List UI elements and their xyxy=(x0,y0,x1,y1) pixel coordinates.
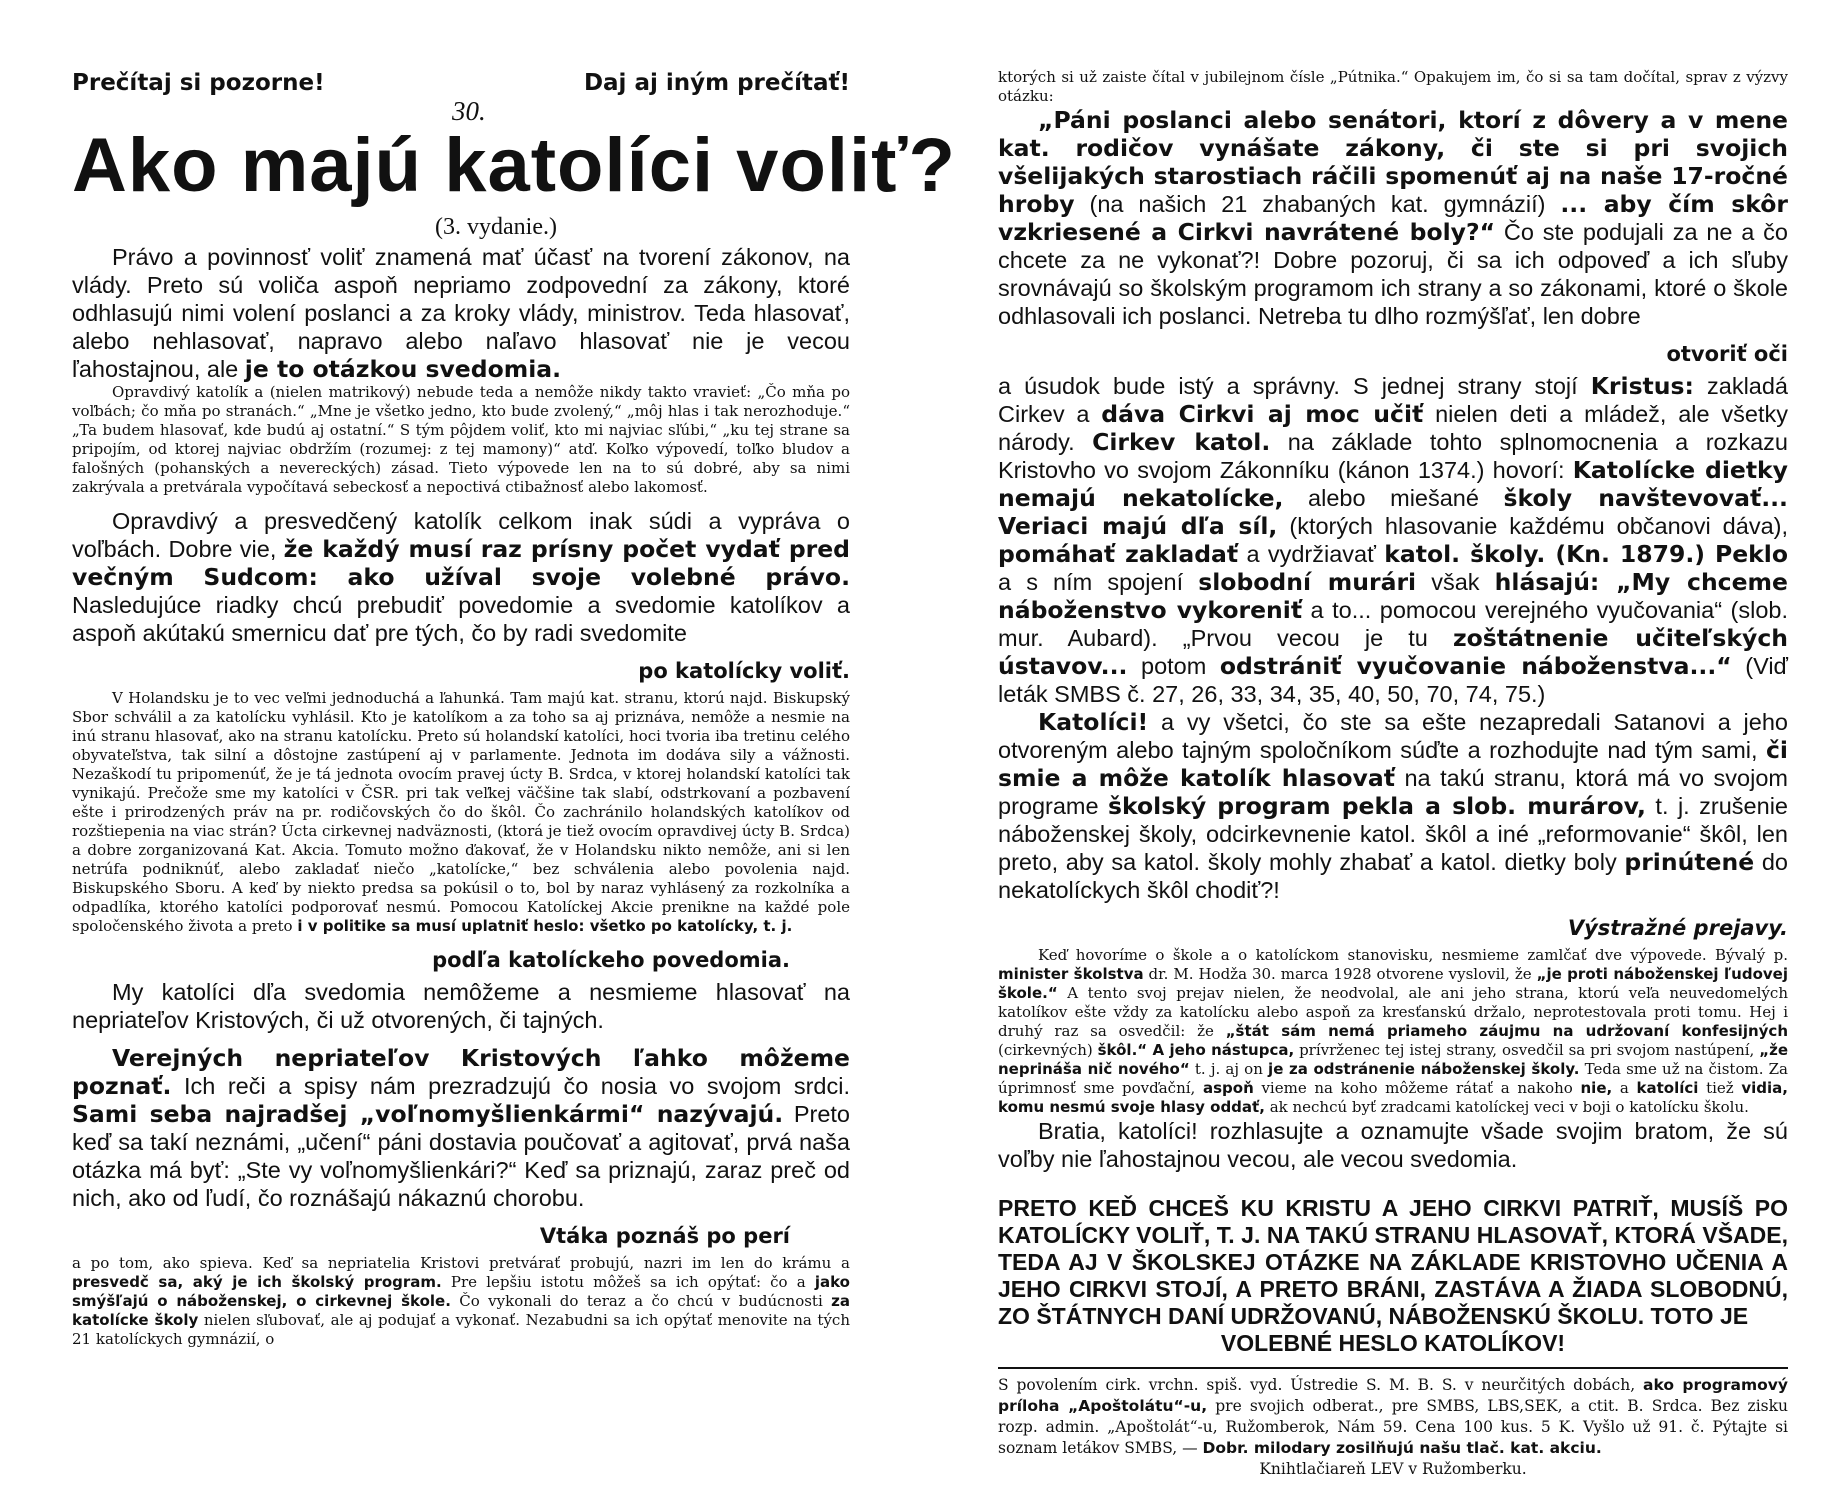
text: Nasledujúce riadky chcú prebudiť povedomie a svedomie katolíkov a aspoň akútakú smernicu dať pre tých, čo by radi svedomite xyxy=(72,592,850,646)
emphasis: dáva Cirkvi aj moc učiť xyxy=(1101,400,1424,428)
emphasis: či smie a môže katolík hlasovať xyxy=(998,736,1788,792)
text: tiež xyxy=(1698,1079,1742,1097)
text: a xyxy=(1612,1079,1637,1097)
closing-slogan xyxy=(998,1195,1788,1357)
r-paragraph-4 xyxy=(998,708,1788,904)
emphasis: Sami seba najradšej „voľnomyšlienkármi“ nazývajú. xyxy=(72,1100,784,1128)
imprint-text xyxy=(998,1375,1788,1459)
emphasis: Katolíci! xyxy=(1038,708,1149,736)
paragraph-4 xyxy=(72,689,850,936)
text: Čo vykonali do teraz a čo chcú v budúcnosti xyxy=(450,1292,832,1310)
imprint xyxy=(998,1367,1788,1480)
page-title: Ako majú katolíci voliť? xyxy=(72,123,956,208)
text: a vydržiavať xyxy=(1238,541,1385,567)
heading-po-katolicky-volit: po katolícky voliť. xyxy=(638,659,850,683)
edition-note: (3. vydanie.) xyxy=(435,214,557,240)
r-paragraph-1: ktorých si už zaiste čítal v jubilejnom čísle „Pútnika.“ Opakujem im, čo si sa tam dočítal, sprav z výzvy otázku: xyxy=(998,68,1788,105)
r-paragraph-5 xyxy=(998,946,1788,1117)
heading-otvorit-oci: otvoriť oči xyxy=(1666,342,1788,366)
emphasis: katolíci xyxy=(1636,1079,1699,1097)
left-column xyxy=(72,70,956,1349)
emphasis: „Páni poslanci alebo senátori, ktorí z dôvery a v mene kat. rodičov vynášate zákony, či ste si pri svojich všelijakých starostiach ráčili spomenúť aj na naše 17-ročné hroby xyxy=(998,106,1788,218)
paragraph-3 xyxy=(72,507,850,647)
text: Právo a povinnosť voliť znamená mať účasť na tvorení zákonov, na vlády. Preto sú voliča aspoň nepriamo zodpovední za zákony, ktoré odhlasujú nimi volení poslanci a za kroky vlády, ministrov. Teda hlasovať, alebo nehlasovať, napravo alebo naľavo hlasovať nie je vecou ľahostajnou, ale xyxy=(72,244,850,382)
emphasis: „že neprináša nič nového“ xyxy=(998,1041,1788,1078)
emphasis: pomáhať zakladať xyxy=(998,540,1239,568)
text: alebo miešané xyxy=(1283,485,1504,511)
text: potom xyxy=(1127,653,1220,679)
text: Keď hovoríme o škole a o katolíckom stanovisku, nesmieme zamlčať dve výpovede. Bývalý p. xyxy=(1038,946,1788,964)
emphasis: i v politike sa musí uplatniť heslo: všetko po katolícky, t. j. xyxy=(297,917,793,935)
emphasis: za katolícke školy xyxy=(72,1292,850,1329)
emphasis: „štát sám nemá priameho záujmu na udržovaní konfesijných xyxy=(1225,1022,1788,1040)
text: (ktorých hlasovanie každému občanovi dáva), xyxy=(1277,513,1788,539)
r-paragraph-3 xyxy=(998,372,1788,708)
text: vieme na koho môžeme rátať a nakoho xyxy=(1253,1079,1581,1097)
text: pre svojich odberat., pre SMBS, LBS,SEK, a ctit. B. Srdca. Bez zisku rozp. admin. „Apoštolát“-u, Ružomberok, Nám 59. Cena 100 kus. 5 K. Vyšlo už 91. č. Pýtajte si soznam letákov SMBS, — xyxy=(998,1397,1788,1457)
emphasis: Kristus: xyxy=(1590,372,1694,400)
text: (Viď leták SMBS č. 27, 26, 33, 34, 35, 40, 50, 70, 74, 75.) xyxy=(998,653,1789,707)
emphasis: školský program pekla a slob. murárov, xyxy=(1108,792,1646,820)
slogan-text: PRETO KEĎ CHCEŠ KU KRISTU A JEHO CIRKVI PATRIŤ, MUSÍŠ PO KATOLÍCKY VOLIŤ, T. J. NA TAKÚ STRANU HLASOVAŤ, KTORÁ VŠADE, TEDA AJ V ŠKOLSKEJ OTÁZKE NA ZÁKLADE KRISTOVHO UČENIA A JEHO CIRKVI STOJÍ, A PRETO BRÁNI, ZASTÁVA A ŽIADA SLOBODNÚ, ZO ŠTÁTNYCH DANÍ UDRŽOVANÚ, NÁBOŽENSKÚ ŠKOLU. TOTO JE xyxy=(998,1195,1788,1329)
text: na základe tohto splnomocnenia a rozkazu Kristovho vo svojom Zákonníku (kánon 1374.) hovorí: xyxy=(998,429,1788,483)
paragraph-7 xyxy=(72,1254,850,1349)
emphasis: školy navštevovať... Veriaci majú dľa síl, xyxy=(998,484,1788,540)
emphasis: je to otázkou svedomia. xyxy=(244,355,562,383)
emphasis: prinútené xyxy=(1624,848,1755,876)
emphasis: katol. školy. (Kn. 1879.) Peklo xyxy=(1384,540,1788,568)
text: Opravdivý a presvedčený katolík celkom inak súdi a vypráva o voľbách. Dobre vie, xyxy=(72,508,850,562)
emphasis: Cirkev katol. xyxy=(1092,428,1271,456)
text: Teda sme už na čistom. Za úprimnosť sme povďační, xyxy=(998,1060,1789,1097)
emphasis: Katolícke dietky nemajú nekatolícke, xyxy=(998,456,1788,512)
text: však xyxy=(1416,569,1495,595)
text: Ich reči a spisy nám prezradzujú čo nosia vo svojom srdci. xyxy=(171,1073,850,1099)
heading-vystrazne-prejavy: Výstražné prejavy. xyxy=(1567,916,1788,940)
right-page xyxy=(916,0,1832,1500)
text: S povolením cirk. vrchn. spiš. vyd. Ústredie S. M. B. S. v neurčitých dobách, xyxy=(998,1376,1644,1394)
text: dr. M. Hodža 30. marca 1928 otvorene vyslovil, že xyxy=(1143,965,1537,983)
paragraph-1 xyxy=(72,243,850,383)
text: (cirkevných) xyxy=(998,1041,1098,1059)
text: do nekatolíckych škôl chodiť?! xyxy=(998,849,1789,903)
heading-vtaka-poznas: Vtáka poznáš po perí xyxy=(539,1224,790,1248)
text: na takú stranu, ktorá má vo svojom programe xyxy=(998,765,1788,819)
printer-name: Knihtlačiareň LEV v Ružomberku. xyxy=(1259,1460,1527,1478)
text: t. j. zrušenie náboženskej školy, odcirkevnenie katol. škôl a iné „reformovanie“ škôl, len preto, aby sa katol. školy mohly zhabať a katol. dietky boly xyxy=(998,793,1788,875)
header-left: Prečítaj si pozorne! xyxy=(72,70,325,96)
emphasis: presvedč sa, aký je ich školský program. xyxy=(72,1273,442,1291)
right-column xyxy=(998,68,1788,1480)
text: Pre lepšiu istotu môžeš sa ich opýtať: čo a xyxy=(441,1273,815,1291)
text: a s ním spojení xyxy=(998,569,1199,595)
emphasis: Verejných nepriateľov Kristových ľahko môžeme poznať. xyxy=(72,1044,850,1100)
emphasis: Dobr. milodary zosilňujú našu tlač. kat. akciu. xyxy=(1202,1439,1602,1457)
emphasis: zoštátnenie učiteľských ústavov... xyxy=(998,624,1788,680)
paragraph-2: Opravdivý katolík a (nielen matrikový) nebude teda a nemôže nikdy takto vravieť: „Čo mňa po voľbách; čo mňa po stranách.“ „Mne je všetko jedno, kto bude zvolený,“ „môj hlas i tak nerozhoduje.“ „Ta budem hlasovať, kde budú aj ostatní.“ S tým pôjdem voliť, kto mi najviac sľúbi,“ „ku tej strane sa pripojím, od ktorej najviac obdržím (rozumej: z tej mamony)“ atď. Koľko výpovedí, toľko bludov a falošných (pohanských a nevereckých) zásad. Tieto výpovede len na to sú dobré, aby sa nimi zakrývala a pretvárala vypočítavá sebeckosť a nepoctivá ctibažnosť alebo lakomosť. xyxy=(72,383,850,496)
slogan-last-line: VOLEBNÉ HESLO KATOLÍKOV! xyxy=(1220,1330,1566,1356)
text: a po tom, ako spieva. Keď sa nepriatelia Kristovi pretvárať probujú, nazri im len do krámu a xyxy=(72,1254,850,1272)
text: ak nechcú byť zradcami katolíckej veci v boji o katolícku školu. xyxy=(1264,1098,1749,1116)
text: a úsudok bude istý a správny. S jednej strany stojí xyxy=(998,373,1591,399)
text: V Holandsku je to vec veľmi jednoduchá a ľahunká. Tam majú kat. stranu, ktorú najd. Biskupský Sbor schválil a za katolícku vyhlásil. Kto je katolíkom a za toho sa aj priznáva, nemôže a nesmie na inú stranu hlasovať, ako na stranu katolícku. Preto sú holandskí katolíci, hoci tvoria iba tretinu celého obyvateľstva, tak silní a dôstojne zastúpení aj v parlamente. Jednota im dodáva sily a vážnosti. Nezaškodí tu pripomenúť, že je tá jednota ovocím pravej úcty B. Srdca, v ktorej holandskí katolíci tak vynikajú. Prečože sme my katolíci v ČSR. pri tak veľkej väčšine tak slabí, odstrkovaní a pozbavení ešte i prirodzených práv na pr. rodičovských čo do škôl. Čo zachránilo holandských katolíkov od rozštiepenia na viac strán? Úcta cirkevnej nadväznosti, (ktorá je tiež ovocím opravdivej úcty B. Srdca) a dobre zorganizovaná Kat. Akcia. Tomuto možno ďakovať, že v Holandsku nikto nemôže, ani si len netrúfa podniknúť, alebo zakladať niečo „katolícke,“ bez schválenia alebo povolenia najd. Biskupského Sboru. A keď by niekto predsa sa pokúsil o to, bol by naraz vyhlásený za rozkolníka a odpadlíka, ktorého katolíci podporovať nesmú. Pomocou Katolíckej Akcie prenikne na každé pole spoločenského života a preto xyxy=(72,689,850,935)
text: (na našich 21 zhabaných kat. gymnázií) xyxy=(1074,191,1561,217)
emphasis: ... aby čím skôr vzkriesené a Cirkvi navrátené boly?“ xyxy=(998,190,1788,246)
text: prívrženec tej istej strany, osvedčil sa pri svojom nastúpení, xyxy=(1294,1041,1760,1059)
emphasis: je za odstránenie náboženskej školy. xyxy=(1268,1060,1580,1078)
emphasis: vidia, komu nesmú svoje hlasy oddať, xyxy=(998,1079,1788,1116)
text: t. j. aj on xyxy=(1189,1060,1269,1078)
text: a vy všetci, čo ste sa ešte nezapredali Satanovi a jeho otvoreným alebo tajným spoločníkom súďte a rozhodujte nad tým sami, xyxy=(998,709,1788,763)
r-paragraph-2 xyxy=(998,106,1788,330)
emphasis: nie, xyxy=(1580,1079,1613,1097)
paragraph-5: My katolíci dľa svedomia nemôžeme a nesmieme hlasovať na nepriateľov Kristových, či už otvorených, či tajných. xyxy=(72,979,850,1033)
page-header xyxy=(72,70,850,126)
text: nielen sľubovať, ale aj podujať a vykonať. Nezabudni sa ich opýtať menovite na tých 21 katolíckych gymnázií, o xyxy=(72,1311,850,1348)
text: Preto keď sa takí neznámi, „učení“ páni dostavia poučovať a agitovať, prvá naša otázka má byť: „Ste vy voľnomyšlienkári?“ Keď sa priznajú, zaraz preč od nich, ako od ľudí, čo roznášajú nákaznú chorobu. xyxy=(72,1101,850,1211)
header-right: Daj aj iným prečítať! xyxy=(583,70,850,96)
emphasis: jako smýšľajú o náboženskej, o cirkevnej škole. xyxy=(72,1273,850,1310)
heading-podla-povedomia: podľa katolíckeho povedomia. xyxy=(432,948,790,972)
emphasis: minister školstva xyxy=(998,965,1144,983)
text: A tento svoj prejav nielen, že neodvolal, ale ani jeho strana, ktorú veľa neuvedomelých katolíkov ešte vždy za katolícku alebo aspoň za kresťanskú držalo, neprotestovala proti tomu. Hej i druhý raz sa osvedčil: že xyxy=(998,984,1788,1040)
emphasis: škôl.“ A jeho nástupca, xyxy=(1097,1041,1295,1059)
emphasis: že každý musí raz prísny počet vydať pred večným Sudcom: ako užíval svoje volebné právo. xyxy=(72,535,850,591)
text: a to... pomocou verejného vyučovania“ (slob. mur. Aubard). „Prvou vecou je tu xyxy=(998,597,1788,651)
emphasis: odstrániť vyučovanie náboženstva...“ xyxy=(1219,652,1732,680)
paragraph-6 xyxy=(72,1044,850,1212)
emphasis: hlásajú: „My chceme náboženstvo vykoreniť xyxy=(998,568,1788,624)
text: zakladá Cirkev a xyxy=(998,373,1788,427)
emphasis: aspoň xyxy=(1203,1079,1254,1097)
text: Čo ste podujali za ne a čo chcete za ne vykonať?! Dobre pozoruj, či sa ich odpoveď a ich sľuby srovnávajú so školským programom ich strany a so zákonami, ktoré o škole odhlasovali ich poslanci. Netreba tu dlho rozmýšľať, len dobre xyxy=(998,219,1789,329)
emphasis: „je proti náboženskej ľudovej škole.“ xyxy=(998,965,1788,1002)
page-number: 30. xyxy=(452,96,486,126)
r-paragraph-6: Bratia, katolíci! rozhlasujte a oznamujte všade svojim bratom, že sú voľby nie ľahostajnou vecou, ale vecou svedomia. xyxy=(998,1118,1788,1172)
emphasis: slobodní murári xyxy=(1198,568,1417,596)
text: nielen deti a mládež, ale všetky národy. xyxy=(998,401,1788,455)
emphasis: ako programový príloha „Apoštolátu“-u, xyxy=(998,1376,1788,1415)
